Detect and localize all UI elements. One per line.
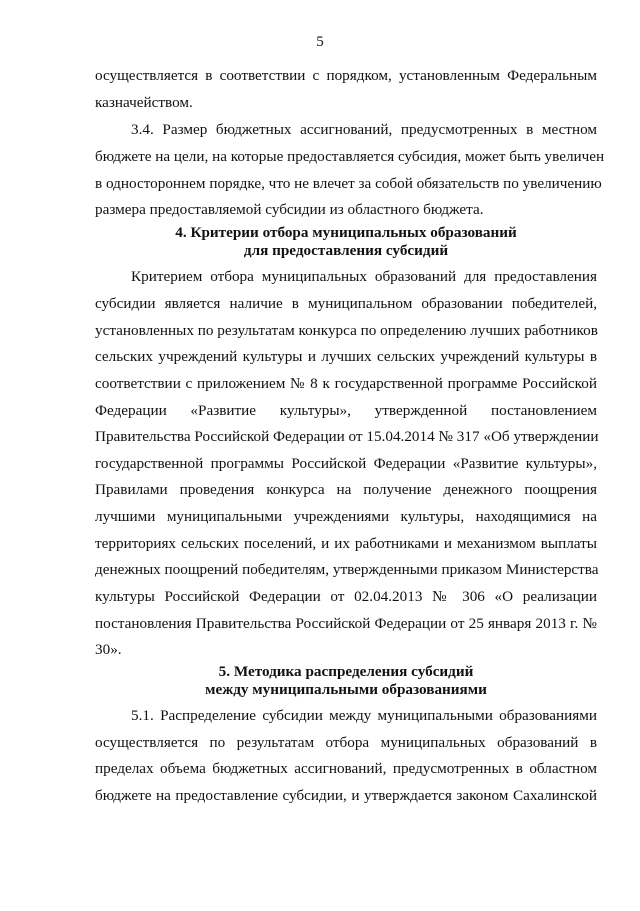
section-4-line: Федерации «Развитие культуры», утвержденной постановлением — [95, 402, 597, 419]
section-4-line: установленных по результатам конкурса по определению лучших работников — [95, 322, 598, 339]
section-5-heading: 5. Методика распределения субсидий — [218, 663, 474, 680]
section-4-line: денежных поощрений победителям, утвержденными приказом Министерства — [95, 561, 599, 578]
body-line: размера предоставляемой субсидии из областного бюджета. — [95, 201, 484, 218]
section-4-heading-line2: для предоставления субсидий — [243, 242, 449, 259]
section-4-line: постановления Правительства Российской Федерации от 25 января 2013 г. № — [95, 615, 597, 632]
section-4-line: сельских учреждений культуры и лучших сельских учреждений культуры в — [95, 348, 597, 365]
section-4-line: 30». — [95, 641, 122, 658]
paragraph-3-4-line: 3.4. Размер бюджетных ассигнований, предусмотренных в местном — [131, 121, 597, 138]
body-line: в одностороннем порядке, что не влечет за собой обязательств по увеличению — [95, 175, 602, 192]
page-number: 5 — [316, 34, 324, 50]
section-4-line: соответствии с приложением № 8 к государственной программе Российской — [95, 375, 597, 392]
section-4-line: Критерием отбора муниципальных образований для предоставления — [131, 268, 597, 285]
section-4-line: Правительства Российской Федерации от 15.04.2014 № 317 «Об утверждении — [95, 428, 599, 445]
body-line: казначейством. — [95, 94, 193, 111]
section-5-heading-line2: между муниципальными образованиями — [205, 681, 487, 698]
section-4-line: государственной программы Российской Федерации «Развитие культуры», — [95, 455, 597, 472]
section-4-heading: 4. Критерии отбора муниципальных образований — [175, 224, 517, 241]
section-4-line: культуры Российской Федерации от 02.04.2013 № 306 «О реализации — [95, 588, 597, 605]
section-5-line: 5.1. Распределение субсидии между муниципальными образованиями — [131, 707, 597, 724]
section-4-line: территориях сельских поселений, и их работниками и механизмом выплаты — [95, 535, 597, 552]
section-5-line: бюджете на предоставление субсидии, и утверждается законом Сахалинской — [95, 787, 597, 804]
section-4-line: субсидии является наличие в муниципальном образовании победителей, — [95, 295, 597, 312]
section-5-line: пределах объема бюджетных ассигнований, предусмотренных в областном — [95, 760, 597, 777]
body-line: бюджете на цели, на которые предоставляется субсидия, может быть увеличен — [95, 148, 605, 165]
section-4-line: Правилами проведения конкурса на получение денежного поощрения — [95, 481, 597, 498]
body-line: осуществляется в соответствии с порядком, установленным Федеральным — [95, 67, 597, 84]
section-5-line: осуществляется по результатам отбора муниципальных образований в — [95, 734, 597, 751]
section-4-line: лучшими муниципальными учреждениями культуры, находящимися на — [95, 508, 597, 525]
